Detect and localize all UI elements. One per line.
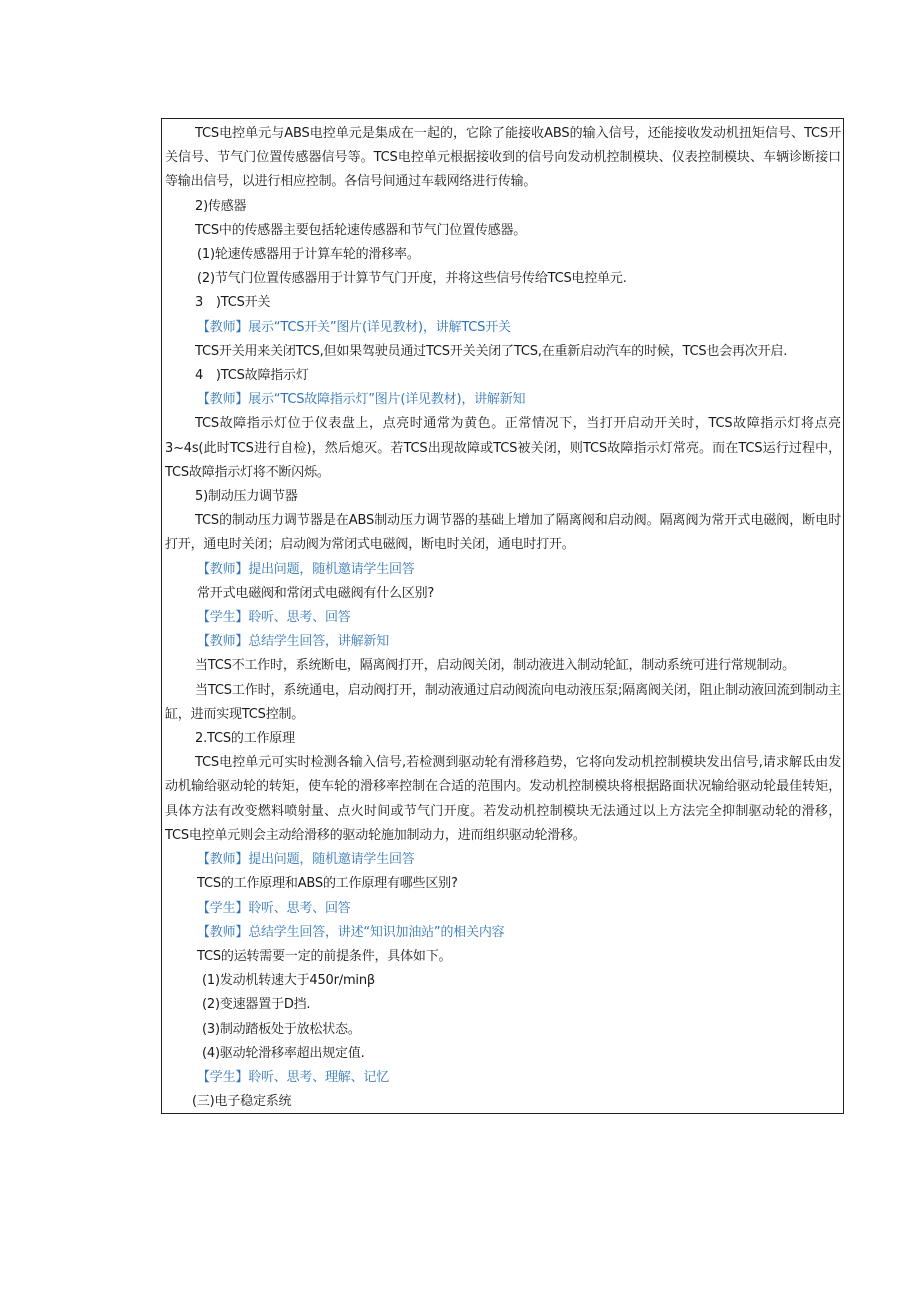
paragraph-sensor: TCS中的传感器主要包括轮速传感器和节气门位置传感器。 xyxy=(195,222,527,238)
paragraph-tcs-on: 当TCS工作时，系统通电，启动阀打开，制动液通过启动阀流向电动液压泵;隔离阀关闭，阻止制动液回流到制动主缸，进而实现TCS控制。 xyxy=(165,682,841,722)
student-response-2: 【学生】聆听、思考、回答 xyxy=(197,900,351,916)
condition-item-3: (3)制动踏板处于放松状态。 xyxy=(202,1021,361,1037)
paragraph-fault-lamp: TCS故障指示灯位于仪表盘上，点亮时通常为黄色。正常情况下，当打开启动开关时，TCS故障指示灯将点亮3~4s(此时TCS进行自检)，然后熄灭。若TCS出现故障或TCS被关闭，则TCS故障指示灯常亮。而在TCS运行过程中，TCS故障指示灯将不断闪烁。 xyxy=(165,416,841,480)
condition-item-4: (4)驱动轮滑移率超出规定值. xyxy=(202,1045,365,1061)
heading-sensor: 2)传感器 xyxy=(195,198,247,214)
heading-brake-regulator: 5)制动压力调节器 xyxy=(195,489,298,505)
paragraph-principle: TCS电控单元可实时检测各输入信号,若检测到驱动轮有滑移趋势，它将向发动机控制模块发出信号,请求解氐由发动机输给驱动轮的转矩，使车轮的滑移率控制在合适的范围内。发动机控制模块将根据路面状况输给驱动轮最佳转矩，具体方法有改变燃料喷射量、点火时间或节气门开度。若发动机控制模块无法通过以上方法完全抑制驱动轮的滑移，TCS电控单元则会主动给滑移的驱动轮施加制动力，进而组织驱动轮滑移。 xyxy=(165,755,841,843)
student-response-1: 【学生】聆听、思考、回答 xyxy=(197,610,351,626)
heading-principle: 2.TCS的工作原理 xyxy=(195,731,295,747)
teacher-note-lamp: 【教师】展示“TCS故障指示灯”图片(详见教材)，讲解新知 xyxy=(197,392,526,408)
paragraph-conditions: TCS的运转需要一定的前提条件，具体如下。 xyxy=(197,948,452,964)
heading-switch: 3 )TCS开关 xyxy=(195,295,271,311)
paragraph-brake-regulator: TCS的制动压力调节器是在ABS制动压力调节器的基础上增加了隔离阀和启动阀。隔离阀为常开式电磁阀，断电时打开，通电时关闭；启动阀为常闭式电磁阀，断电时关闭，通电时打开。 xyxy=(165,513,841,553)
heading-fault-lamp: 4 )TCS故障指示灯 xyxy=(195,368,309,384)
paragraph-switch: TCS开关用来关闭TCS,但如果驾驶员通过TCS开关关闭了TCS,在重新启动汽车的时候，TCS也会再次开启. xyxy=(195,343,788,359)
teacher-question-2: 【教师】提出问题，随机邀请学生回答 xyxy=(197,852,415,868)
teacher-summary-1: 【教师】总结学生回答，讲解新知 xyxy=(197,634,390,650)
paragraph-tcs-off: 当TCS不工作时，系统断电，隔离阀打开，启动阀关闭，制动液进入制动轮缸，制动系统可进行常规制动。 xyxy=(195,658,795,674)
teacher-summary-2: 【教师】总结学生回答，讲述“知识加油站”的相关内容 xyxy=(197,924,505,940)
sensor-item-2: (2)节气门位置传感器用于计算节气门开度，并将这些信号传给TCS电控单元. xyxy=(197,271,627,287)
paragraph-ecu: TCS电控单元与ABS电控单元是集成在一起的，它除了能接收ABS的输入信号，还能接收发动机扭矩信号、TCS开关信号、节气门位置传感器信号等。TCS电控单元根据接收到的信号向发动机控制模块、仪表控制模块、车辆诊断接口等输出信号，以进行相应控制。各信号间通过车载网络进行传输。 xyxy=(165,126,841,190)
sensor-item-1: (1)轮速传感器用于计算车轮的滑移率。 xyxy=(197,247,420,263)
question-1: 常开式电磁阀和常闭式电磁阀有什么区别? xyxy=(197,585,435,601)
question-2: TCS的工作原理和ABS的工作原理有哪些区别? xyxy=(197,876,458,892)
teacher-question-1: 【教师】提出问题，随机邀请学生回答 xyxy=(197,561,415,577)
condition-item-2: (2)变速器置于D挡. xyxy=(202,997,311,1013)
condition-item-1: (1)发动机转速大于450r∕minβ xyxy=(202,973,375,989)
heading-esp: (三)电子稳定系统 xyxy=(192,1094,292,1110)
teacher-note-switch: 【教师】展示“TCS开关”图片(详见教材)，讲解TCS开关 xyxy=(197,319,511,335)
lesson-content xyxy=(165,122,841,1114)
student-response-3: 【学生】聆听、思考、理解、记忆 xyxy=(197,1069,390,1085)
